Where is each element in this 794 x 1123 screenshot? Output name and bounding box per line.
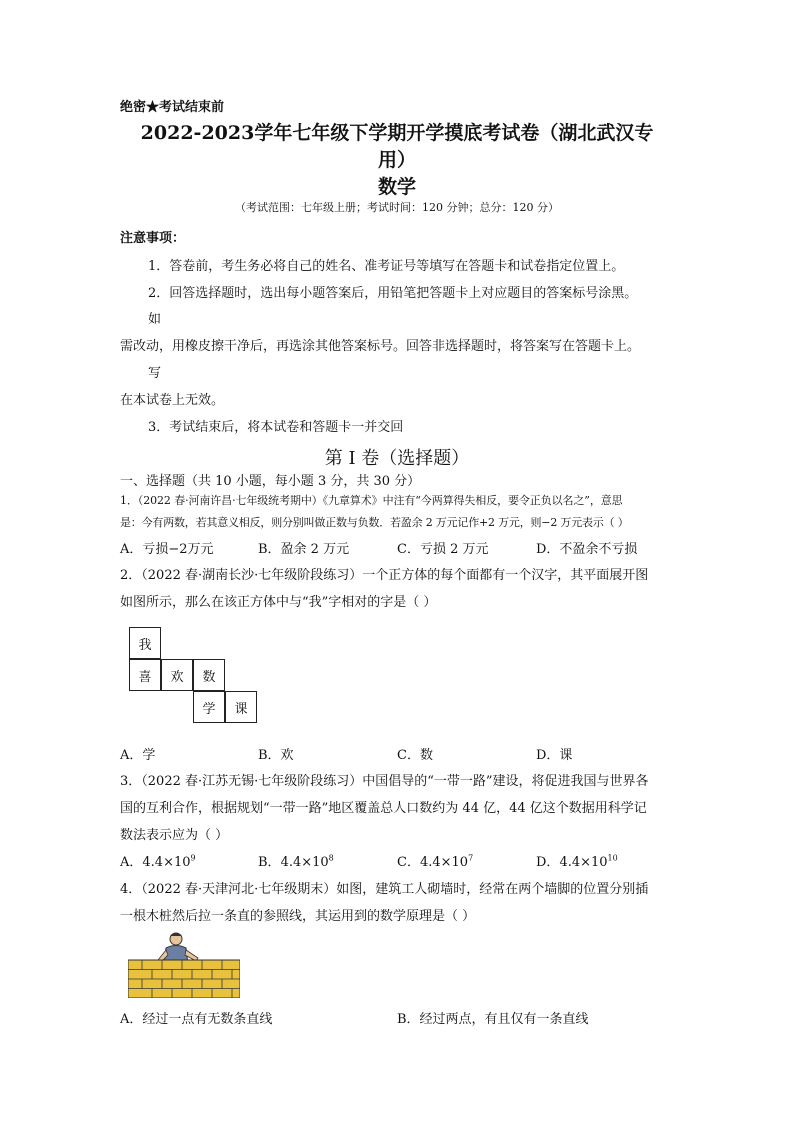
note-2d: 写	[148, 366, 162, 381]
q3-option-b-base: 4.4×10	[280, 855, 329, 870]
exam-title-line2: 用）	[377, 149, 416, 171]
q2-line2: 如图所示，那么在该正方体中与“我”字相对的字是（ ）	[120, 595, 437, 610]
q3-option-a-base: 4.4×10	[142, 855, 191, 870]
q2-line1: 2．（2022 春·湖南长沙·七年级阶段练习）一个正方体的每个面都有一个汉字，其平面展开图	[120, 568, 649, 583]
q2-option-b: B．欢	[258, 748, 294, 763]
q4-line1: 4．（2022 春·天津河北·七年级期末）如图，建筑工人砌墙时，经常在两个墙脚的位置分别插	[120, 882, 649, 897]
note-2a: 2．回答选择题时，选出每小题答案后，用铅笔把答题卡上对应题目的答案标号涂黑。	[148, 286, 638, 301]
q1-option-b: B．盈余 2 万元	[258, 542, 350, 557]
q3-option-b-exp: 8	[328, 853, 334, 863]
q1-line2: 是：今有两数，若其意义相反，则分别叫做正数与负数．若盈余 2 万元记作+2 万元，则−2 万元表示（ ）	[120, 516, 629, 529]
exam-scope: （考试范围：七年级上册；考试时间：120 分钟；总分：120 分）	[235, 201, 559, 214]
q1-option-a: A．亏损−2万元	[120, 542, 214, 557]
q3-line3: 数法表示应为（ ）	[120, 828, 229, 843]
q3-option-d	[536, 851, 618, 870]
note-3: 3．考试结束后，将本试卷和答题卡一并交回	[148, 420, 404, 435]
section-subtitle: 一、选择题（共 10 小题，每小题 3 分，共 30 分）	[120, 474, 421, 489]
note-2c: 需改动，用橡皮擦干净后，再选涂其他答案标号。回答非选择题时，将答案写在答题卡上。	[120, 339, 641, 354]
q3-line2: 国的互利合作，根据规划“一带一路”地区覆盖总人口数约为 44 亿，44 亿这个数据用科学记	[120, 801, 647, 816]
q2-option-d: D．课	[536, 748, 573, 763]
q3-option-a-exp: 9	[190, 853, 196, 863]
note-2e: 在本试卷上无效。	[120, 393, 225, 408]
q4-option-a: A．经过一点有无数条直线	[120, 1012, 273, 1027]
q1-option-c: C．亏损 2 万元	[397, 542, 489, 557]
q1-option-d: D．不盈余不亏损	[536, 542, 638, 557]
q3-option-d-label: D．	[536, 855, 560, 870]
q3-option-b	[258, 851, 334, 870]
q3-option-c-base: 4.4×10	[419, 855, 469, 870]
brick-wall	[128, 960, 240, 998]
note-1: 1．答卷前，考生务必将自己的姓名、准考证号等填写在答题卡和试卷指定位置上。	[148, 259, 625, 274]
q3-option-a-label: A．	[120, 855, 143, 870]
bricklayer-illustration	[128, 930, 240, 998]
section-title: 第 I 卷（选择题）	[324, 448, 470, 469]
q3-option-c-exp: 7	[468, 853, 474, 863]
q2-option-c: C．数	[397, 748, 433, 763]
q3-option-c	[397, 851, 473, 870]
q3-option-a	[120, 851, 196, 870]
subject-title: 数学	[377, 176, 416, 198]
notes-heading: 注意事项：	[120, 231, 186, 246]
note-2b: 如	[148, 312, 162, 327]
cube-net-figure	[129, 627, 259, 723]
q2-option-a: A．学	[120, 748, 156, 763]
q3-option-c-label: C．	[397, 855, 420, 870]
exam-title-line1: 2022-2023学年七年级下学期开学摸底考试卷（湖北武汉专	[140, 122, 654, 144]
net-cell-2: 喜	[129, 659, 161, 691]
net-cell-5: 学	[193, 691, 225, 723]
worker-figure	[158, 933, 198, 964]
q4-line2: 一根木桩然后拉一条直的参照线，其运用到的数学原理是（ ）	[120, 909, 476, 924]
q4-option-b: B．经过两点，有且仅有一条直线	[397, 1012, 589, 1027]
net-cell-3: 欢	[161, 659, 193, 691]
q3-line1: 3．（2022 春·江苏无锡·七年级阶段练习）中国倡导的“一带一路”建设，将促进我国与世界各	[120, 774, 649, 789]
net-cell-6: 课	[225, 691, 257, 723]
net-cell-4: 数	[193, 659, 225, 691]
confidential-label: 绝密★考试结束前	[120, 100, 225, 115]
net-cell-1: 我	[129, 627, 161, 659]
q3-option-d-exp: 10	[607, 853, 618, 863]
q3-option-b-label: B．	[258, 855, 281, 870]
q3-option-d-base: 4.4×10	[559, 855, 608, 870]
q1-line1: 1．（2022 春·河南许昌·七年级统考期中）《九章算术》中注有“今两算得失相反，要令正负以名之”，意思	[120, 494, 623, 507]
